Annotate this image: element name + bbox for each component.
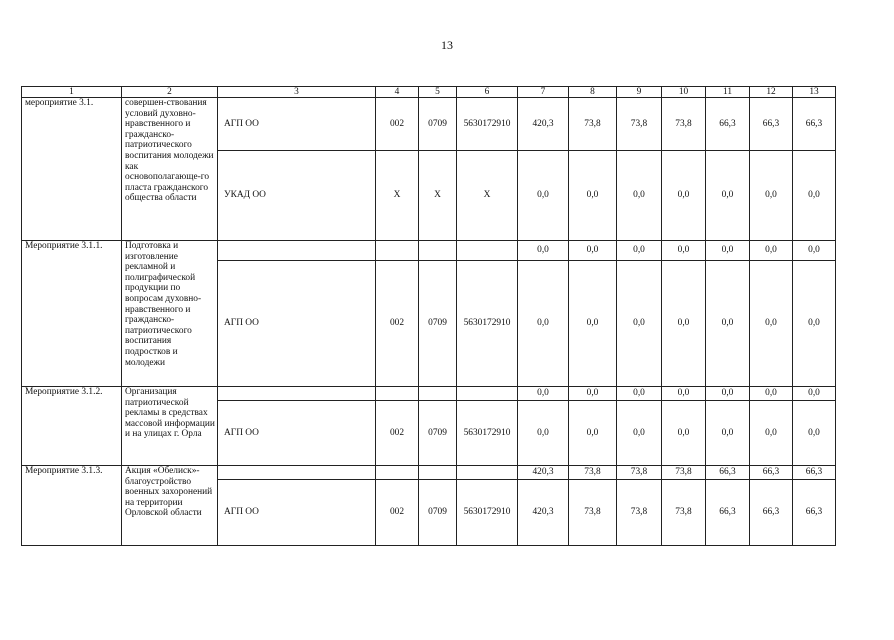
value-cell: 0,0 <box>662 151 706 241</box>
value-cell: 0,0 <box>518 401 569 466</box>
value-cell <box>376 466 419 480</box>
value-cell: 66,3 <box>793 466 836 480</box>
value-cell: 420,3 <box>518 98 569 151</box>
value-cell: 0709 <box>419 98 457 151</box>
activity-name: Мероприятие 3.1.1. <box>22 241 122 387</box>
value-cell <box>457 387 518 401</box>
value-cell <box>376 387 419 401</box>
value-cell <box>376 241 419 261</box>
value-cell: 0,0 <box>518 241 569 261</box>
value-cell <box>419 387 457 401</box>
value-cell: 420,3 <box>518 480 569 546</box>
value-cell: 66,3 <box>706 98 750 151</box>
value-cell: 0,0 <box>793 387 836 401</box>
executor-cell: АГП ОО <box>218 401 376 466</box>
value-cell <box>419 466 457 480</box>
executor-cell: УКАД ОО <box>218 151 376 241</box>
value-cell: 66,3 <box>793 480 836 546</box>
value-cell: 0,0 <box>706 241 750 261</box>
value-cell <box>419 241 457 261</box>
value-cell: 73,8 <box>617 480 662 546</box>
column-header: 2 <box>122 87 218 98</box>
table-row <box>22 466 836 480</box>
column-header: 1 <box>22 87 122 98</box>
value-cell: 0,0 <box>518 151 569 241</box>
column-header: 8 <box>569 87 617 98</box>
value-cell: 0,0 <box>750 261 793 387</box>
column-header: 13 <box>793 87 836 98</box>
value-cell: 73,8 <box>662 98 706 151</box>
page-number: 13 <box>441 38 453 52</box>
value-cell: Х <box>419 151 457 241</box>
value-cell: Х <box>457 151 518 241</box>
value-cell: 73,8 <box>569 98 617 151</box>
value-cell: 0,0 <box>569 261 617 387</box>
header-row <box>22 87 836 98</box>
value-cell: 0,0 <box>793 151 836 241</box>
value-cell: 0709 <box>419 261 457 387</box>
value-cell: 73,8 <box>569 480 617 546</box>
value-cell: 0,0 <box>569 387 617 401</box>
value-cell: 420,3 <box>518 466 569 480</box>
value-cell <box>457 466 518 480</box>
value-cell: 0,0 <box>706 387 750 401</box>
executor-cell <box>218 466 376 480</box>
value-cell: 5630172910 <box>457 401 518 466</box>
column-header: 12 <box>750 87 793 98</box>
value-cell: 0,0 <box>518 261 569 387</box>
value-cell: 66,3 <box>706 480 750 546</box>
value-cell: 0,0 <box>662 401 706 466</box>
column-header: 11 <box>706 87 750 98</box>
column-header: 10 <box>662 87 706 98</box>
value-cell: 73,8 <box>617 98 662 151</box>
value-cell <box>457 241 518 261</box>
value-cell: 002 <box>376 98 419 151</box>
column-header: 6 <box>457 87 518 98</box>
value-cell: 0,0 <box>750 387 793 401</box>
executor-cell: АГП ОО <box>218 480 376 546</box>
table-row <box>22 241 836 261</box>
value-cell: Х <box>376 151 419 241</box>
value-cell: 0,0 <box>750 401 793 466</box>
value-cell: 0,0 <box>569 401 617 466</box>
value-cell: 73,8 <box>662 466 706 480</box>
executor-cell <box>218 387 376 401</box>
activity-description: совершен-ствования условий духовно-нравственного и гражданско-патриотического воспитания молодежи как основополагающе-го пласта гражданского общества области <box>122 98 218 241</box>
executor-cell: АГП ОО <box>218 261 376 387</box>
value-cell: 73,8 <box>662 480 706 546</box>
executor-cell: АГП ОО <box>218 98 376 151</box>
value-cell: 0,0 <box>750 241 793 261</box>
value-cell: 0,0 <box>662 241 706 261</box>
value-cell: 0,0 <box>793 261 836 387</box>
activity-description: Организация патриотической рекламы в средствах массовой информации и на улицах г. Орла <box>122 387 218 466</box>
value-cell: 0,0 <box>662 387 706 401</box>
value-cell: 0,0 <box>706 151 750 241</box>
value-cell: 0,0 <box>569 151 617 241</box>
value-cell: 0,0 <box>793 241 836 261</box>
value-cell: 0,0 <box>793 401 836 466</box>
value-cell: 5630172910 <box>457 98 518 151</box>
value-cell: 0709 <box>419 480 457 546</box>
column-header: 7 <box>518 87 569 98</box>
column-header: 5 <box>419 87 457 98</box>
value-cell: 0,0 <box>617 241 662 261</box>
value-cell: 0,0 <box>617 387 662 401</box>
value-cell: 0,0 <box>706 401 750 466</box>
budget-table <box>21 86 836 546</box>
value-cell: 0709 <box>419 401 457 466</box>
value-cell: 0,0 <box>518 387 569 401</box>
value-cell: 5630172910 <box>457 261 518 387</box>
value-cell: 002 <box>376 480 419 546</box>
value-cell: 66,3 <box>750 466 793 480</box>
table-row <box>22 387 836 401</box>
value-cell: 0,0 <box>617 261 662 387</box>
value-cell: 73,8 <box>617 466 662 480</box>
value-cell: 5630172910 <box>457 480 518 546</box>
value-cell: 0,0 <box>617 151 662 241</box>
table-row <box>22 98 836 151</box>
value-cell: 0,0 <box>569 241 617 261</box>
value-cell: 66,3 <box>750 480 793 546</box>
value-cell: 73,8 <box>569 466 617 480</box>
value-cell: 0,0 <box>706 261 750 387</box>
value-cell: 0,0 <box>750 151 793 241</box>
value-cell: 66,3 <box>706 466 750 480</box>
value-cell: 0,0 <box>617 401 662 466</box>
column-header: 3 <box>218 87 376 98</box>
column-header: 9 <box>617 87 662 98</box>
activity-name: мероприятие 3.1. <box>22 98 122 241</box>
activity-description: Акция «Обелиск»-благоустройство военных захоронений на территории Орловской области <box>122 466 218 546</box>
activity-name: Мероприятие 3.1.3. <box>22 466 122 546</box>
column-header: 4 <box>376 87 419 98</box>
value-cell: 66,3 <box>793 98 836 151</box>
value-cell: 66,3 <box>750 98 793 151</box>
value-cell: 002 <box>376 401 419 466</box>
value-cell: 002 <box>376 261 419 387</box>
activity-name: Мероприятие 3.1.2. <box>22 387 122 466</box>
value-cell: 0,0 <box>662 261 706 387</box>
executor-cell <box>218 241 376 261</box>
activity-description: Подготовка и изготовление рекламной и полиграфической продукции по вопросам духовно-нравственного и гражданско-патриотического воспитания подростков и молодежи <box>122 241 218 387</box>
